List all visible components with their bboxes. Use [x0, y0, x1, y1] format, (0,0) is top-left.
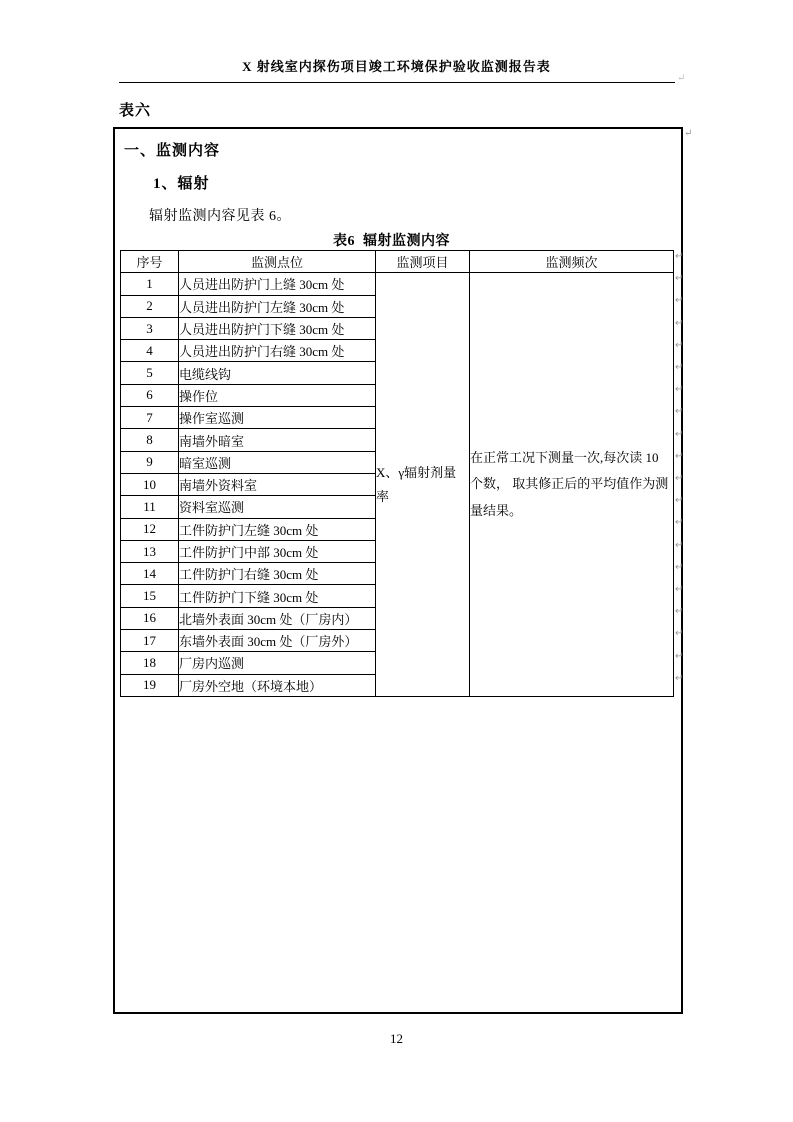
monitoring-point: 南墙外资料室 [179, 473, 376, 495]
paragraph-mark-icon: ↵ [677, 73, 686, 84]
monitoring-point: 操作室巡测 [179, 407, 376, 429]
column-header-point: 监测点位 [179, 251, 376, 273]
row-number: 9 [121, 451, 179, 473]
monitoring-point: 北墙外表面 30cm 处（厂房内） [179, 607, 376, 629]
monitoring-point: 厂房内巡测 [179, 652, 376, 674]
monitoring-point: 人员进出防护门上缝 30cm 处 [179, 273, 376, 295]
row-number: 11 [121, 496, 179, 518]
table-caption: 表6 辐射监测内容 [333, 234, 450, 249]
paragraph-mark-icon: ↵ [675, 317, 684, 329]
monitoring-point: 南墙外暗室 [179, 429, 376, 451]
paragraph-mark-icon: ↵ [684, 128, 693, 139]
monitoring-point: 人员进出防护门右缝 30cm 处 [179, 340, 376, 362]
monitoring-project-cell: X、γ辐射剂量率 [376, 273, 470, 697]
monitoring-point: 工件防护门左缝 30cm 处 [179, 518, 376, 540]
paragraph-mark-icon: ↵ [675, 428, 684, 440]
paragraph-mark-icon: ↵ [675, 450, 684, 462]
row-number: 2 [121, 295, 179, 317]
paragraph-mark-icon: ↵ [675, 495, 684, 507]
monitoring-point: 工件防护门中部 30cm 处 [179, 540, 376, 562]
page-table-label: 表六 [119, 103, 152, 119]
row-number: 15 [121, 585, 179, 607]
monitoring-point: 暗室巡测 [179, 451, 376, 473]
row-number: 8 [121, 429, 179, 451]
section-heading: 一、监测内容 [124, 143, 221, 159]
row-number: 3 [121, 317, 179, 339]
paragraph-mark-icon: ↵ [675, 251, 684, 262]
monitoring-point: 电缆线钩 [179, 362, 376, 384]
intro-text: 辐射监测内容见表 6。 [149, 209, 291, 224]
paragraph-mark-icon: ↵ [675, 539, 684, 551]
paragraph-mark-icon: ↵ [675, 650, 684, 662]
row-number: 7 [121, 407, 179, 429]
header-divider [119, 82, 675, 83]
content-box [113, 127, 683, 1014]
paragraph-marks-rail [675, 252, 685, 684]
monitoring-frequency-cell: 在正常工况下测量一次,每次读 10 个数， 取其修正后的平均值作为测量结果。 [470, 273, 674, 697]
monitoring-point: 东墙外表面 30cm 处（厂房外） [179, 630, 376, 652]
paragraph-mark-icon: ↵ [675, 584, 684, 596]
paragraph-mark-icon: ↵ [675, 628, 684, 640]
row-number: 4 [121, 340, 179, 362]
table-header-row [121, 251, 674, 273]
row-number: 19 [121, 674, 179, 696]
column-header-no: 序号 [121, 251, 179, 273]
paragraph-mark-icon: ↵ [675, 473, 684, 485]
radiation-monitoring-table [120, 250, 674, 697]
column-header-project: 监测项目 [376, 251, 470, 273]
monitoring-point: 工件防护门右缝 30cm 处 [179, 563, 376, 585]
monitoring-point: 工件防护门下缝 30cm 处 [179, 585, 376, 607]
monitoring-point: 人员进出防护门左缝 30cm 处 [179, 295, 376, 317]
sub-heading: 1、辐射 [153, 176, 210, 192]
row-number: 16 [121, 607, 179, 629]
row-number: 12 [121, 518, 179, 540]
row-number: 6 [121, 384, 179, 406]
paragraph-mark-icon: ↵ [675, 384, 684, 396]
row-number: 13 [121, 540, 179, 562]
page-number: 12 [390, 1031, 403, 1046]
document-header-title: X 射线室内探伤项目竣工环境保护验收监测报告表 [242, 59, 551, 74]
column-header-frequency: 监测频次 [470, 251, 674, 273]
paragraph-mark-icon: ↵ [675, 517, 684, 529]
monitoring-point: 厂房外空地（环境本地） [179, 674, 376, 696]
row-number: 17 [121, 630, 179, 652]
row-number: 1 [121, 273, 179, 295]
monitoring-point: 资料室巡测 [179, 496, 376, 518]
table-row [121, 273, 674, 295]
monitoring-point: 操作位 [179, 384, 376, 406]
paragraph-mark-icon: ↵ [675, 295, 684, 307]
paragraph-mark-icon: ↵ [675, 273, 684, 285]
paragraph-mark-icon: ↵ [675, 406, 684, 418]
paragraph-mark-icon: ↵ [675, 339, 684, 351]
paragraph-mark-icon: ↵ [675, 561, 684, 573]
row-number: 18 [121, 652, 179, 674]
paragraph-mark-icon: ↵ [675, 672, 684, 684]
row-number: 5 [121, 362, 179, 384]
paragraph-mark-icon: ↵ [675, 606, 684, 618]
monitoring-point: 人员进出防护门下缝 30cm 处 [179, 317, 376, 339]
row-number: 10 [121, 473, 179, 495]
row-number: 14 [121, 563, 179, 585]
paragraph-mark-icon: ↵ [675, 362, 684, 374]
